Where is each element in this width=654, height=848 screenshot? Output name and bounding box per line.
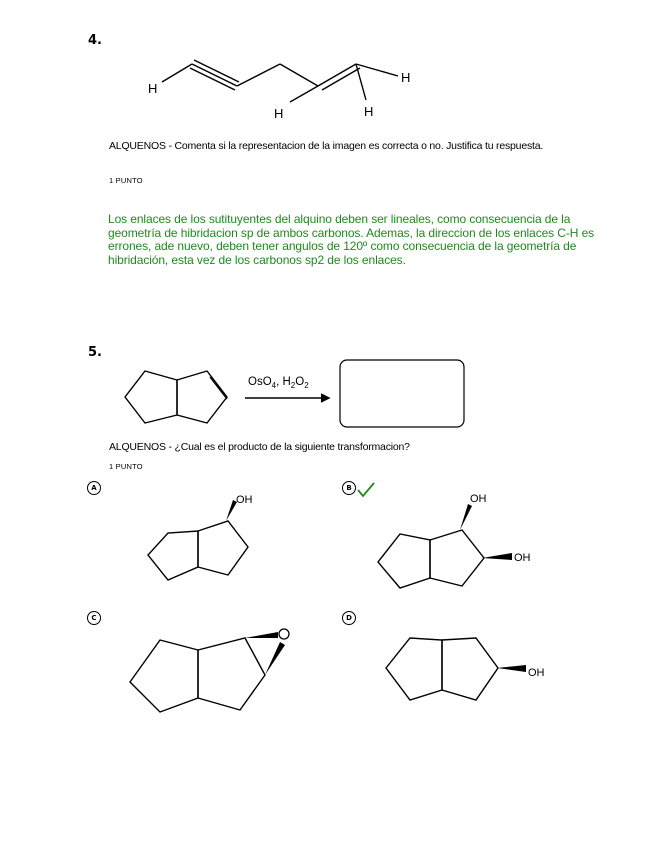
- option-c-oxygen-atom: [279, 629, 289, 639]
- option-c-radio[interactable]: C: [87, 611, 101, 625]
- option-c-molecule[interactable]: [120, 620, 310, 720]
- question-4-number: 4.: [88, 33, 102, 48]
- option-b-oh-label-2: OH: [514, 552, 531, 564]
- q4-prompt: ALQUENOS - Comenta si la representacion de la imagen es correcta o no. Justifica tu respuesta.: [109, 140, 544, 152]
- q5-product-box: [340, 360, 464, 427]
- q5-reaction: [115, 355, 475, 435]
- option-d-oh-label: OH: [528, 667, 545, 679]
- option-d-radio[interactable]: D: [342, 611, 356, 625]
- option-b-oh-label-1: OH: [470, 493, 487, 505]
- q5-prompt: ALQUENOS - ¿Cual es el producto de la siguiente transformacion?: [109, 441, 410, 453]
- option-a-radio[interactable]: A: [87, 481, 101, 495]
- option-d-molecule[interactable]: [380, 630, 550, 710]
- q4-atom-h3: H: [401, 70, 411, 85]
- q4-answer-text: Los enlaces de los sutituyentes del alquino deben ser lineales, como consecuencia de la geometría de hibridacion sp de ambos carbonos. Ademas, la direccion de los enlaces C-H es errones, ade nuevo, deben tener angulos de 120º como consecuencia de la geometría de hibridación, esta vez de los carbonos sp2 de los enlaces.: [108, 212, 595, 267]
- q5-points: 1 PUNTO: [109, 462, 143, 471]
- question-5-number: 5.: [88, 345, 102, 360]
- option-a-oh-label: OH: [236, 494, 253, 506]
- q4-points: 1 PUNTO: [109, 176, 143, 185]
- option-a-molecule[interactable]: [140, 485, 270, 590]
- q4-atom-h4: H: [364, 104, 374, 119]
- q4-molecule: [140, 50, 430, 130]
- q4-atom-h1: H: [148, 81, 158, 96]
- q4-atom-h2: H: [274, 106, 284, 121]
- option-b-radio[interactable]: B: [342, 481, 356, 495]
- q5-reagent: OsO$_4$, $H_2O_2$: [248, 376, 309, 390]
- option-b-molecule[interactable]: [370, 488, 540, 598]
